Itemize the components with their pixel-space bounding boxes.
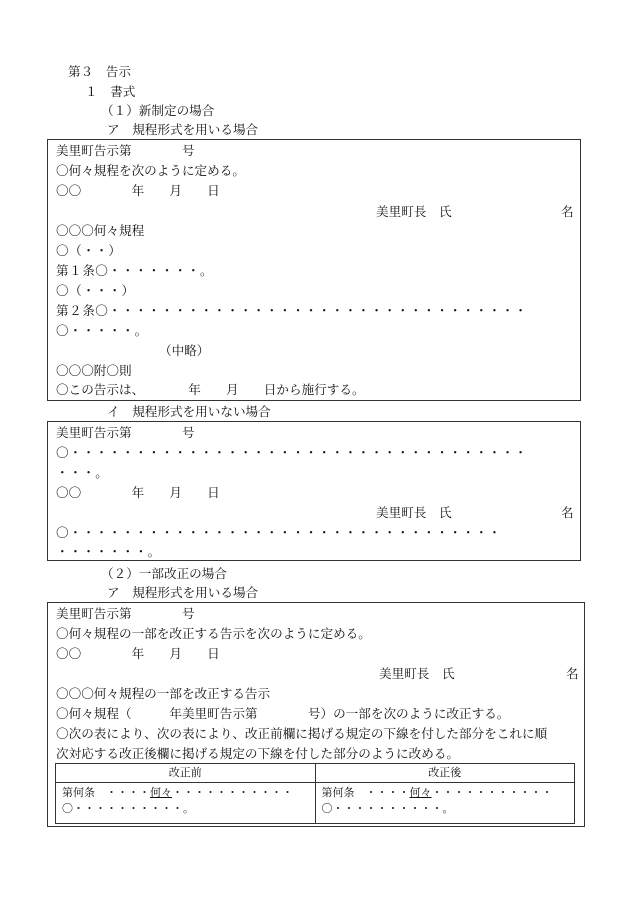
date-line: 〇〇 年 月 日: [56, 485, 220, 500]
after-line-1-prefix: 第何条 ・・・・: [321, 786, 410, 799]
before-line-1-prefix: 第何条 ・・・・: [62, 786, 150, 799]
article-1: 第１条〇・・・・・・・。: [56, 263, 214, 278]
notice-number: 美里町告示第 号: [56, 606, 195, 621]
heading-regulation-form: ア 規程形式を用いる場合: [107, 122, 259, 137]
template-box-partial-amendment: [47, 602, 585, 827]
omission-mark: （中略）: [159, 343, 210, 358]
after-line-2: 〇・・・・・・・・・・。: [321, 802, 454, 815]
after-header: 改正後: [315, 764, 575, 783]
article-2: 第２条〇・・・・・・・・・・・・・・・・・・・・・・・・・・・・・・・・: [56, 303, 528, 318]
heading-new-enactment: （１）新制定の場合: [101, 103, 215, 118]
regulation-title: 〇〇〇何々規程: [56, 223, 145, 238]
after-line-1-suffix: ・・・・・・・・・・・: [431, 786, 553, 799]
after-cell: [315, 783, 575, 824]
supplementary-provisions: 〇〇〇附〇則: [56, 363, 132, 378]
heading-regulation-form-amendment: ア 規程形式を用いる場合: [107, 585, 259, 600]
date-line: 〇〇 年 月 日: [56, 646, 220, 661]
enactment-line: 〇何々規程を次のように定める。: [56, 163, 245, 178]
heading-section-3: 第３ 告示: [68, 64, 131, 79]
article-caption-2: 〇（・・・）: [56, 283, 135, 298]
heading-format: １ 書式: [85, 84, 136, 99]
notice-number: 美里町告示第 号: [56, 425, 195, 440]
table-instruction-1: 〇次の表により、次の表により、改正前欄に掲げる規定の下線を付した部分をこれに順: [56, 726, 548, 741]
body-line-1-continued: ・・・。: [56, 465, 109, 480]
date-line: 〇〇 年 月 日: [56, 183, 220, 198]
table-instruction-2: 次対応する改正後欄に掲げる規定の下線を付した部分のように改める。: [56, 746, 459, 761]
enactment-line: 〇何々規程の一部を改正する告示を次のように定める。: [56, 626, 371, 641]
body-line-1: 〇・・・・・・・・・・・・・・・・・・・・・・・・・・・・・・・・・・・: [56, 445, 528, 460]
comparison-table: [55, 763, 575, 824]
signer-name: 名: [561, 204, 574, 219]
body-line-2-continued: ・・・・・・・。: [56, 544, 161, 559]
notice-number: 美里町告示第 号: [56, 143, 195, 158]
before-cell: [56, 783, 316, 824]
amendment-title: 〇〇〇何々規程の一部を改正する告示: [56, 686, 271, 701]
after-underlined-text: 何々: [409, 786, 432, 799]
body-line-2: 〇・・・・・・・・・・・・・・・・・・・・・・・・・・・・・・・・・: [56, 525, 502, 540]
amendment-statement: 〇何々規程（ 年美里町告示第 号）の一部を次のように改正する。: [56, 706, 510, 721]
before-line-1-suffix: ・・・・・・・・・・・: [172, 786, 293, 799]
effective-date-line: 〇この告示は、 年 月 日から施行する。: [56, 382, 365, 397]
signer-title: 美里町長 氏: [376, 505, 452, 520]
heading-partial-amendment: （２）一部改正の場合: [101, 566, 227, 581]
article-2-continued: 〇・・・・・。: [56, 323, 148, 338]
before-underlined-text: 何々: [150, 786, 172, 799]
template-box-non-regulation: [47, 421, 581, 561]
heading-non-regulation-form: イ 規程形式を用いない場合: [107, 404, 271, 419]
article-caption-1: 〇（・・）: [56, 243, 122, 258]
signer-title: 美里町長 氏: [376, 204, 452, 219]
signer-name: 名: [566, 666, 579, 681]
before-line-2: 〇・・・・・・・・・・。: [62, 802, 194, 815]
signer-title: 美里町長 氏: [379, 666, 455, 681]
template-box-new-regulation: [47, 139, 581, 401]
signer-name: 名: [561, 505, 574, 520]
before-header: 改正前: [56, 764, 316, 783]
